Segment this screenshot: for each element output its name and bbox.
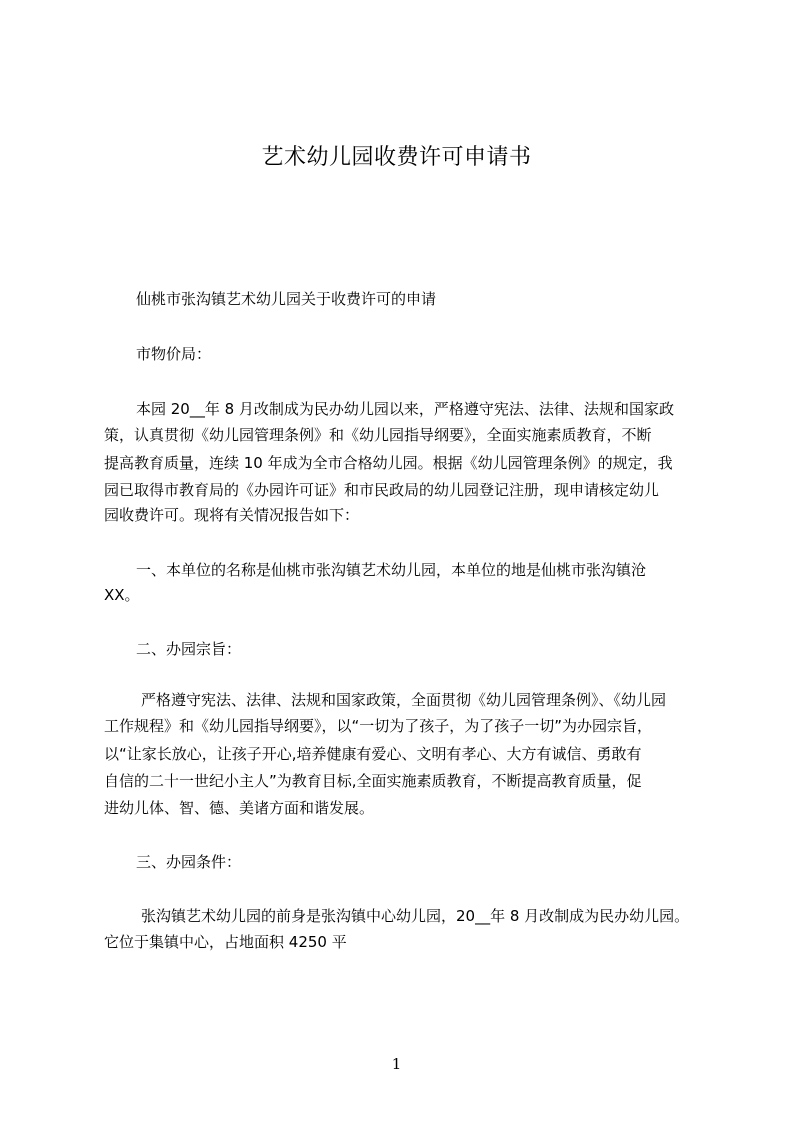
paragraph-line: 严格遵守宪法、法律、法规和国家政策，全面贯彻《幼儿园管理条例》、《幼儿园 [141,691,667,709]
paragraph-line: 以“让家长放心，让孩子开心,培养健康有爱心、文明有孝心、大方有诚信、勇敢有 [104,745,642,763]
paragraph-line: 本园 20__年 8 月改制成为民办幼儿园以来，严格遵守宪法、法律、法规和国家政 [136,400,674,418]
paragraph-line: XX。 [104,586,140,604]
paragraph-line: 提高教育质量，连续 10 年成为全市合格幼儿园。根据《幼儿园管理条例》的规定，我 [104,454,673,472]
subject-line: 仙桃市张沟镇艺术幼儿园关于收费许可的申请 [136,290,437,308]
paragraph-line: 一、本单位的名称是仙桃市张沟镇艺术幼儿园，本单位的地是仙桃市张沟镇沧 [136,561,647,579]
paragraph-line: 它位于集镇中心，占地面积 4250 平 [104,933,347,951]
paragraph-line: 自信的二十一世纪小主人”为教育目标,全面实施素质教育，不断提高教育质量，促 [104,772,642,790]
page-number: 1 [391,1055,402,1073]
paragraph-line: 园收费许可。现将有关情况报告如下： [104,506,360,524]
paragraph-line: 工作规程》和《幼儿园指导纲要》，以“一切为了孩子，为了孩子一切”为办园宗旨， [104,717,653,735]
addressee: 市物价局： [136,345,212,363]
section-heading-conditions: 三、办园条件： [136,853,242,871]
paragraph-line: 进幼儿体、智、德、美诸方面和谐发展。 [104,799,375,817]
paragraph-line: 策，认真贯彻《幼儿园管理条例》和《幼儿园指导纲要》，全面实施素质教育，不断 [104,426,652,444]
paragraph-line: 张沟镇艺术幼儿园的前身是张沟镇中心幼儿园，20__年 8 月改制成为民办幼儿园。 [141,907,690,925]
section-heading-mission: 二、办园宗旨： [136,640,242,658]
paragraph-line: 园已取得市教育局的《办园许可证》和市民政局的幼儿园登记注册，现申请核定幼儿 [104,481,660,499]
document-title: 艺术幼儿园收费许可申请书 [261,145,532,170]
